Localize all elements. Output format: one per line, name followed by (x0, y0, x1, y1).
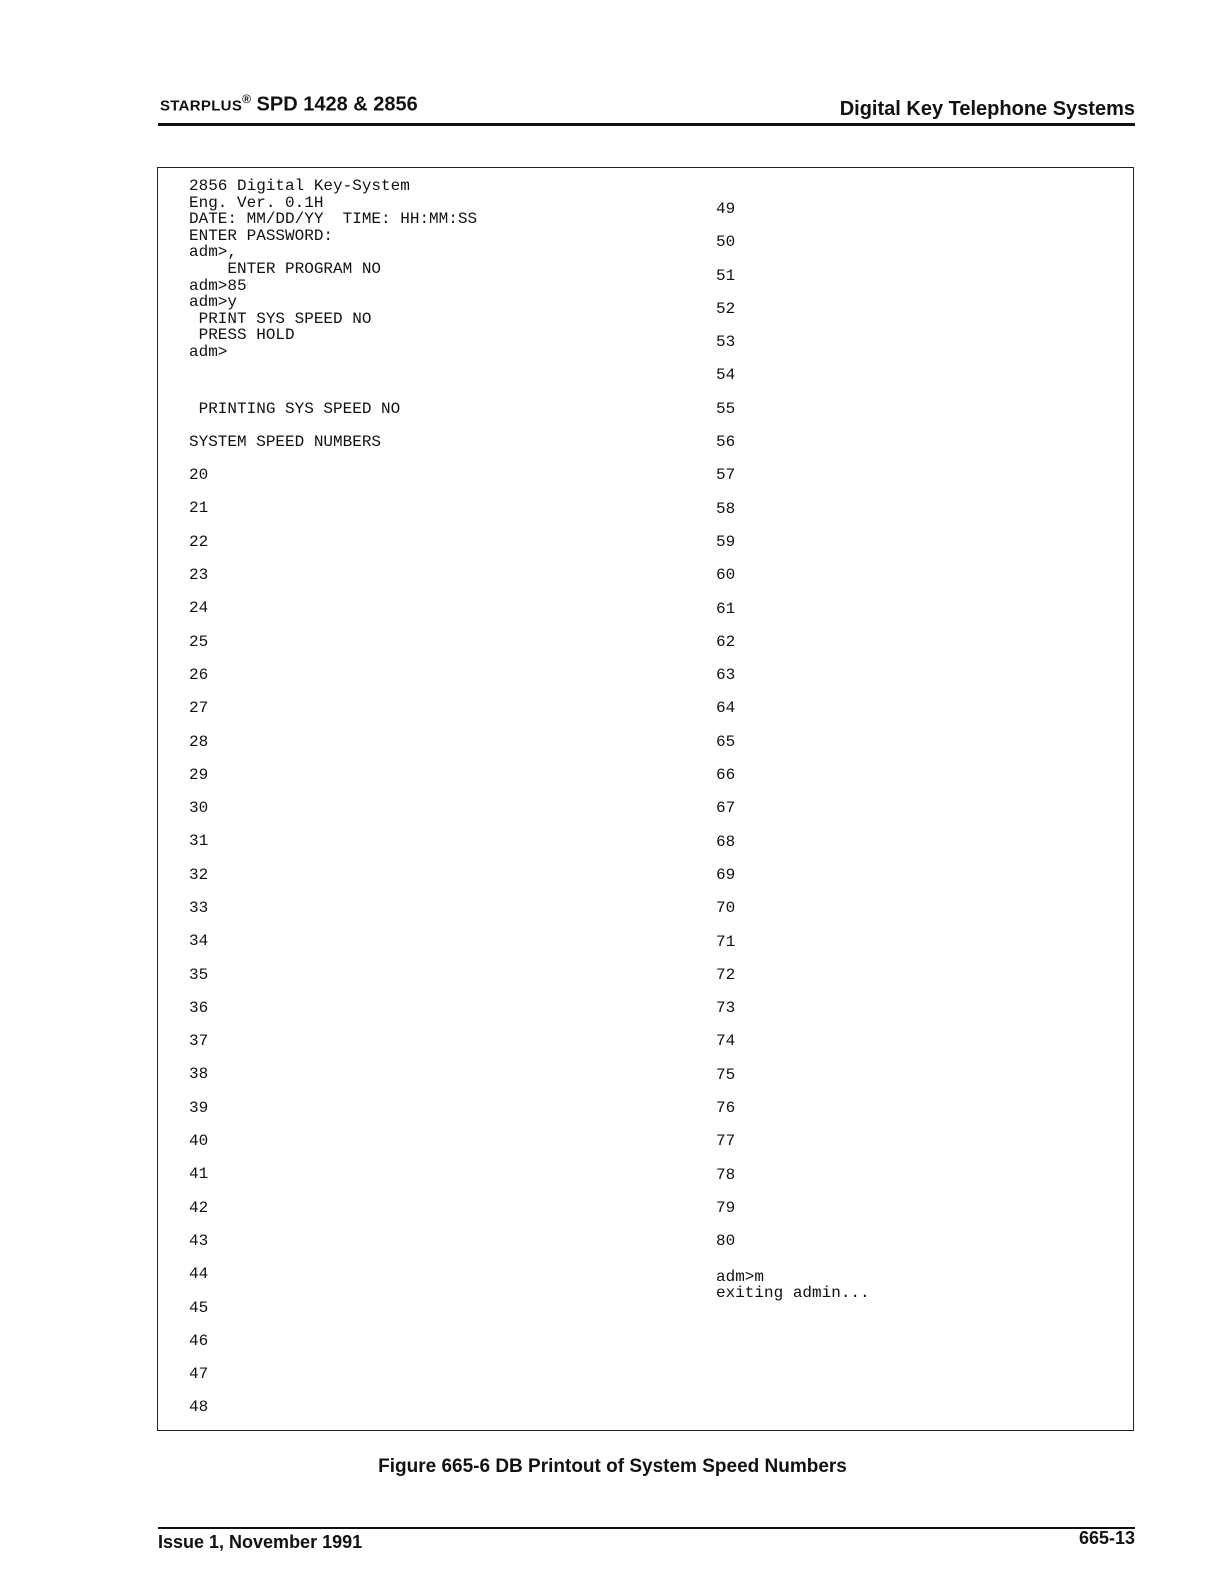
speed-number-entry: 26 (189, 665, 209, 684)
blank-line (189, 361, 477, 377)
speed-number-entry: 21 (189, 499, 209, 518)
brand-name: STARPLUS (160, 97, 243, 115)
printout-left-column (189, 178, 477, 1425)
speed-number-entry: 68 (716, 832, 736, 851)
list-title: SYSTEM SPEED NUMBERS (189, 432, 382, 451)
speed-number-entry: 54 (716, 366, 736, 385)
speed-number-entry: 34 (189, 932, 209, 951)
speed-number-entry: 32 (189, 865, 209, 884)
speed-number-entry: 47 (189, 1365, 209, 1384)
speed-number-entry: 57 (716, 466, 736, 485)
session-line: 2856 Digital Key-System (189, 177, 410, 195)
speed-number-entry: 43 (189, 1231, 209, 1250)
speed-number-entry: 22 (189, 532, 209, 551)
speed-number-entry: 24 (189, 599, 209, 618)
session-line: ENTER PROGRAM NO (189, 259, 382, 278)
speed-number-entry: 79 (716, 1198, 736, 1217)
speed-number-entry: 30 (189, 799, 209, 818)
running-header-title (160, 92, 418, 117)
speed-number-entry: 66 (716, 766, 736, 785)
printing-status-line: PRINTING SYS SPEED NO (189, 399, 401, 418)
speed-number-entry: 56 (716, 433, 736, 452)
session-line: adm> (189, 342, 228, 361)
speed-number-entry: 73 (716, 999, 736, 1018)
speed-number-entry: 78 (716, 1165, 736, 1184)
session-line: adm>, (189, 243, 238, 262)
session-line: PRINT SYS SPEED NO (189, 309, 372, 328)
speed-number-entry: 52 (716, 299, 736, 318)
speed-number-entry: 38 (189, 1065, 209, 1084)
speed-number-entry: 33 (189, 898, 209, 917)
speed-number-entry: 70 (716, 899, 736, 918)
speed-number-entry: 23 (189, 566, 209, 585)
registered-mark: ® (242, 92, 251, 106)
speed-number-entry: 42 (189, 1198, 209, 1217)
model-name: SPD 1428 & 2856 (256, 93, 418, 116)
speed-number-entry: 65 (716, 732, 736, 751)
session-line: ENTER PASSWORD: (189, 226, 334, 245)
speed-number-entry: 71 (716, 932, 736, 951)
speed-number-entry: 67 (716, 799, 736, 818)
speed-number-entry: 76 (716, 1099, 736, 1118)
blank-line (189, 377, 477, 393)
footer-page-number: 665-13 (1078, 1528, 1135, 1548)
running-header-section: Digital Key Telephone Systems (839, 98, 1135, 120)
speed-number-entry: 75 (716, 1065, 736, 1084)
speed-number-entry: 37 (189, 1032, 209, 1051)
speed-number-entry: 77 (716, 1132, 736, 1151)
speed-number-entry: 40 (189, 1132, 209, 1151)
speed-number-entry: 69 (716, 865, 736, 884)
session-line: adm>85 (189, 276, 247, 295)
speed-number-entry: 28 (189, 732, 209, 751)
speed-number-entry: 53 (716, 333, 736, 352)
speed-number-entry: 29 (189, 765, 209, 784)
session-line: DATE: MM/DD/YY TIME: HH:MM:SS (189, 210, 478, 229)
speed-number-entry: 27 (189, 699, 209, 718)
speed-number-entry: 31 (189, 832, 209, 851)
speed-number-entry: 55 (716, 399, 736, 418)
speed-number-entry: 49 (716, 200, 736, 218)
header-rule (158, 123, 1135, 126)
speed-number-entry: 63 (716, 666, 736, 685)
speed-number-entry: 58 (716, 499, 736, 518)
speed-number-entry: 20 (189, 466, 209, 485)
exit-line: adm>m (716, 1267, 765, 1286)
speed-number-entry: 51 (716, 266, 736, 285)
footer-rule (158, 1527, 1135, 1529)
speed-number-entry: 45 (189, 1298, 209, 1317)
speed-number-entry: 62 (716, 632, 736, 651)
speed-number-entry: 48 (189, 1398, 209, 1417)
session-line: Eng. Ver. 0.1H (189, 193, 324, 212)
speed-number-entry: 41 (189, 1165, 209, 1184)
figure-caption: Figure 665-6 DB Printout of System Speed Numbers (378, 1456, 847, 1477)
footer-issue: Issue 1, November 1991 (158, 1532, 363, 1552)
speed-number-entry: 80 (716, 1232, 736, 1251)
speed-number-entry: 74 (716, 1032, 736, 1051)
exit-line: exiting admin... (716, 1283, 870, 1302)
speed-number-entry: 60 (716, 566, 736, 585)
speed-number-entry: 59 (716, 532, 736, 551)
session-line: PRESS HOLD (189, 326, 295, 345)
blank-line (716, 1259, 870, 1269)
speed-number-entry: 36 (189, 998, 209, 1017)
speed-number-entry: 46 (189, 1331, 209, 1350)
printout-right-column (716, 193, 870, 1301)
session-line: adm>y (189, 293, 238, 312)
speed-number-entry: 25 (189, 632, 209, 651)
speed-number-entry: 72 (716, 965, 736, 984)
speed-number-entry: 39 (189, 1098, 209, 1117)
speed-number-entry: 50 (716, 233, 736, 252)
speed-number-entry: 35 (189, 965, 209, 984)
speed-number-entry: 64 (716, 699, 736, 718)
speed-number-entry: 44 (189, 1265, 209, 1284)
speed-number-entry: 61 (716, 599, 736, 618)
